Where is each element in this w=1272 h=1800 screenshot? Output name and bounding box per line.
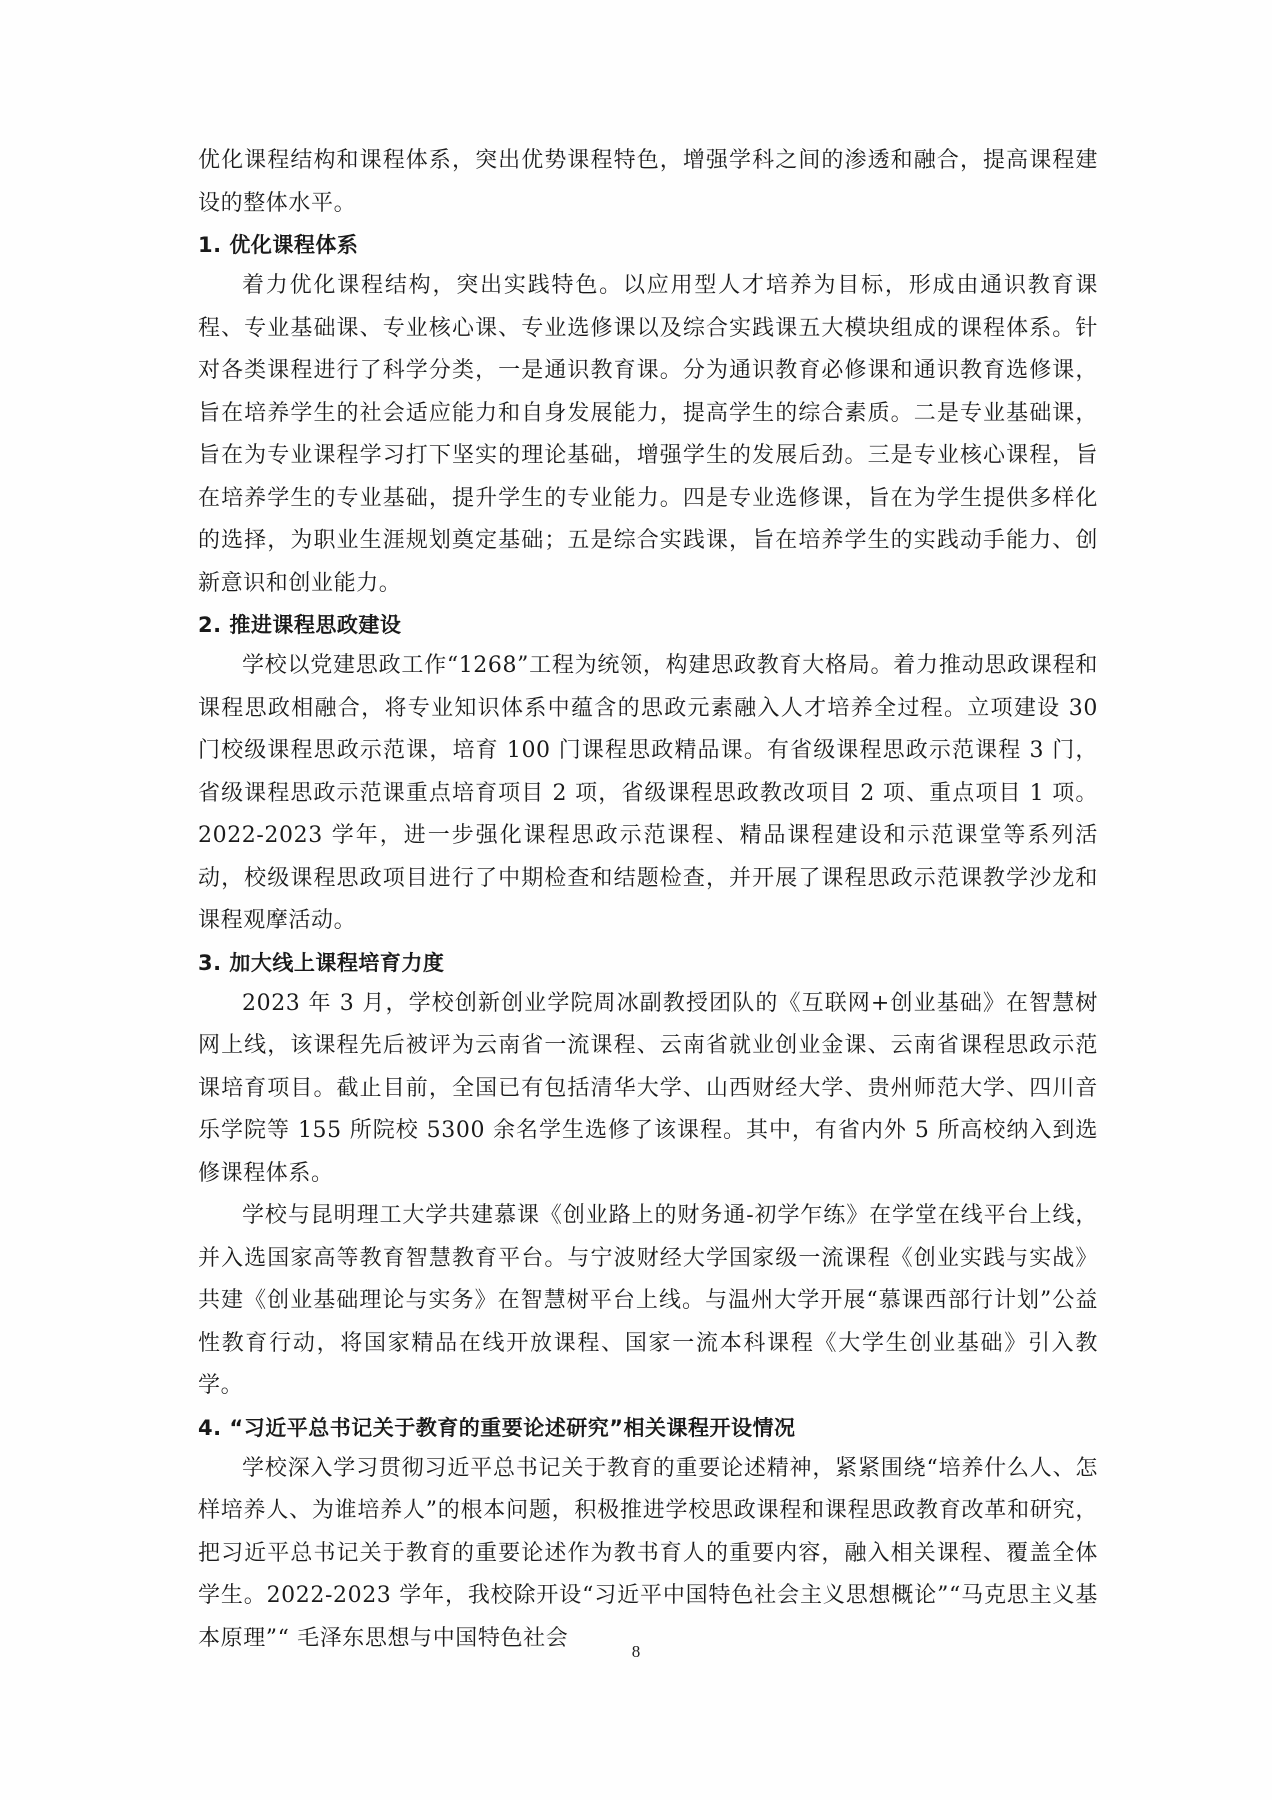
section-1 <box>198 225 1098 605</box>
section-paragraph: 着力优化课程结构，突出实践特色。以应用型人才培养为目标，形成由通识教育课程、专业基础课、专业核心课、专业选修课以及综合实践课五大模块组成的课程体系。针对各类课程进行了科学分类，一是通识教育课。分为通识教育必修课和通识教育选修课，旨在培养学生的社会适应能力和自身发展能力，提高学生的综合素质。二是专业基础课，旨在为专业课程学习打下坚实的理论基础，增强学生的发展后劲。三是专业核心课程，旨在培养学生的专业基础，提升学生的专业能力。四是专业选修课，旨在为学生提供多样化的选择，为职业生涯规划奠定基础；五是综合实践课，旨在培养学生的实践动手能力、创新意识和创业能力。 <box>198 273 1098 596</box>
page-number: 8 <box>631 1642 641 1661</box>
section-2 <box>198 605 1098 943</box>
section-paragraph: 2023 年 3 月，学校创新创业学院周冰副教授团队的《互联网+创业基础》在智慧树网上线，该课程先后被评为云南省一流课程、云南省就业创业金课、云南省课程思政示范课培育项目。截止目前，全国已有包括清华大学、山西财经大学、贵州师范大学、四川音乐学院等 155 所院校 5300 余名学生选修了该课程。其中，有省内外 5 所高校纳入到选修课程体系。 <box>198 990 1098 1186</box>
section-heading: 1. 优化课程体系 <box>198 233 359 257</box>
page-content <box>198 140 1098 1660</box>
section-paragraph: 学校以党建思政工作“1268”工程为统领，构建思政教育大格局。着力推动思政课程和课程思政相融合，将专业知识体系中蕴含的思政元素融入人才培养全过程。立项建设 30 门校级课程思政示范课，培育 100 门课程思政精品课。有省级课程思政示范课程 3 门，省级课程思政示范课重点培育项目 2 项，省级课程思政教改项目 2 项、重点项目 1 项。2022-2023 学年，进一步强化课程思政示范课程、精品课程建设和示范课堂等系列活动，校级课程思政项目进行了中期检查和结题检查，并开展了课程思政示范课教学沙龙和课程观摩活动。 <box>198 653 1098 933</box>
section-3 <box>198 943 1098 1408</box>
section-heading: 3. 加大线上课程培育力度 <box>198 950 445 975</box>
section-4 <box>198 1408 1098 1661</box>
section-heading: 4. “习近平总书记关于教育的重要论述研究”相关课程开设情况 <box>198 1415 796 1440</box>
section-paragraph: 学校与昆明理工大学共建慕课《创业路上的财务通-初学乍练》在学堂在线平台上线，并入选国家高等教育智慧教育平台。与宁波财经大学国家级一流课程《创业实践与实战》共建《创业基础理论与实务》在智慧树平台上线。与温州大学开展“慕课西部行计划”公益性教育行动，将国家精品在线开放课程、国家一流本科课程《大学生创业基础》引入教学。 <box>198 1203 1098 1398</box>
section-heading: 2. 推进课程思政建设 <box>198 613 402 637</box>
section-paragraph: 学校深入学习贯彻习近平总书记关于教育的重要论述精神，紧紧围绕“培养什么人、怎样培养人、为谁培养人”的根本问题，积极推进学校思政课程和课程思政教育改革和研究，把习近平总书记关于教育的重要论述作为教书育人的重要内容，融入相关课程、覆盖全体学生。2022-2023 学年，我校除开设“习近平中国特色社会主义思想概论”“马克思主义基本原理”“ 毛泽东思想与中国特色社会 <box>198 1455 1098 1651</box>
intro-paragraph: 优化课程结构和课程体系，突出优势课程特色，增强学科之间的渗透和融合，提高课程建设的整体水平。 <box>198 148 1098 216</box>
